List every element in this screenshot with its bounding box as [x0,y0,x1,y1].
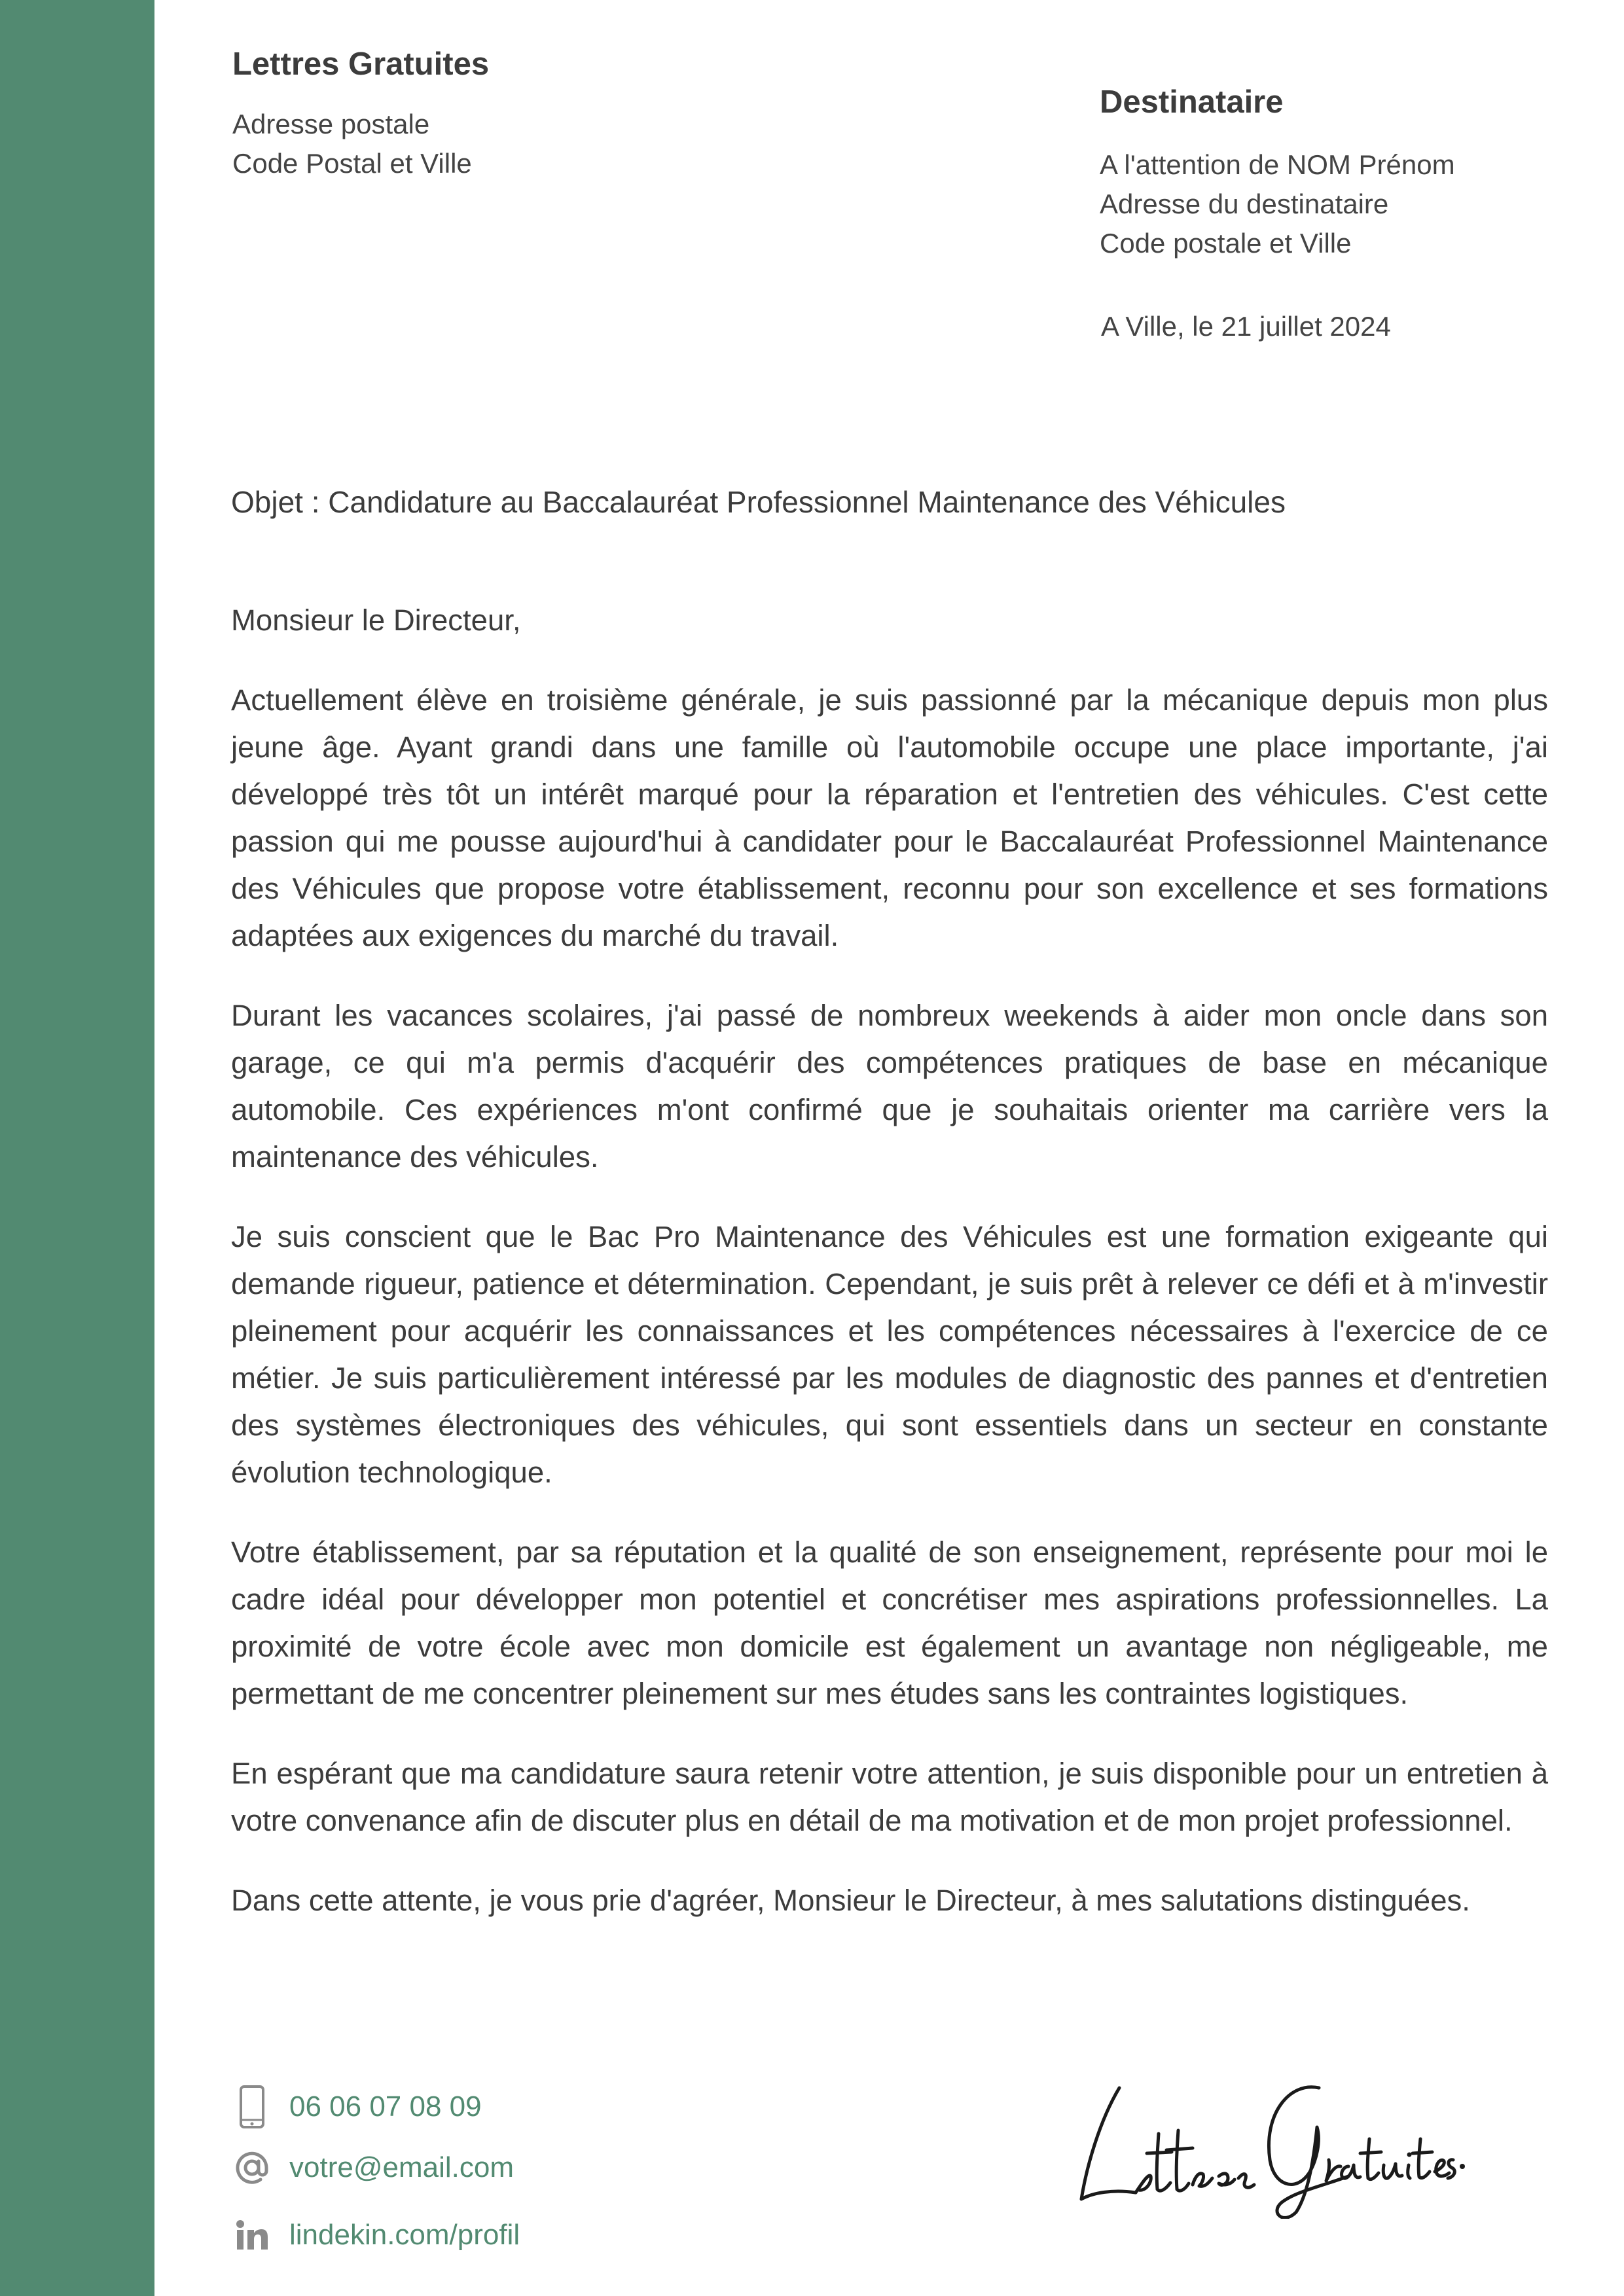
letter-subject: Objet : Candidature au Baccalauréat Professionnel Maintenance des Véhicules [231,485,1286,519]
sidebar-accent-band [0,0,154,2296]
recipient-title: Destinataire [1100,84,1284,120]
phone-icon [229,2085,275,2129]
letter-body [231,597,1548,1957]
letter-date: A Ville, le 21 juillet 2024 [1101,311,1391,342]
contact-email-row [229,2150,514,2185]
letter-closing: Dans cette attente, je vous prie d'agréer, Monsieur le Directeur, à mes salutations distinguées. [231,1884,1470,1917]
letter-paragraph: Durant les vacances scolaires, j'ai passé de nombreux weekends à aider mon oncle dans son garage, ce qui m'a permis d'acquérir des compétences pratiques de base en mécanique automobile. Ces expériences m'ont confirmé que je souhaitais orienter ma carrière vers la maintenance des véhicules. [231,999,1548,1174]
at-icon [229,2150,275,2185]
signature-image [1074,2062,1466,2219]
contact-linkedin[interactable]: lindekin.com/profil [289,2219,520,2251]
letter-greeting: Monsieur le Directeur, [231,603,521,637]
contact-phone-row [229,2085,482,2129]
letter-paragraph: En espérant que ma candidature saura retenir votre attention, je suis disponible pour un entretien à votre convenance afin de discuter plus en détail de ma motivation et de mon projet professionnel. [231,1757,1548,1837]
sender-address-block [232,105,472,183]
contact-linkedin-row [229,2219,520,2251]
letter-paragraph: Actuellement élève en troisième générale, je suis passionné par la mécanique depuis mon plus jeune âge. Ayant grandi dans une famille où l'automobile occupe une place importante, j'ai développé très tôt un intérêt marqué pour la réparation et l'entretien des véhicules. C'est cette passion qui me pousse aujourd'hui à candidater pour le Baccalauréat Professionnel Maintenance des Véhicules que propose votre établissement, reconnu pour son excellence et ses formations adaptées aux exigences du marché du travail. [231,683,1548,952]
recipient-attention: A l'attention de NOM Prénom [1100,149,1455,180]
sender-address: Adresse postale [232,109,430,139]
recipient-city: Code postale et Ville [1100,228,1352,259]
recipient-address-block [1100,145,1455,263]
linkedin-icon [229,2220,275,2250]
sender-name: Lettres Gratuites [232,46,490,82]
sender-city: Code Postal et Ville [232,148,472,179]
recipient-address: Adresse du destinataire [1100,188,1389,219]
contact-email[interactable]: votre@email.com [289,2151,514,2183]
letter-paragraph: Je suis conscient que le Bac Pro Maintenance des Véhicules est une formation exigeante qui demande rigueur, patience et détermination. Cependant, je suis prêt à relever ce défi et à m'investir pleinement pour acquérir les connaissances et les compétences nécessaires à l'exercice de ce métier. Je suis particulièrement intéressé par les modules de diagnostic des pannes et d'entretien des systèmes électroniques des véhicules, qui sont essentiels dans un secteur en constante évolution technologique. [231,1220,1548,1489]
contact-phone[interactable]: 06 06 07 08 09 [289,2090,482,2123]
letter-paragraph: Votre établissement, par sa réputation et la qualité de son enseignement, représente pour moi le cadre idéal pour développer mon potentiel et concrétiser mes aspirations professionnelles. La proximité de votre école avec mon domicile est également un avantage non négligeable, me permettant de me concentrer pleinement sur mes études sans les contraintes logistiques. [231,1535,1548,1710]
